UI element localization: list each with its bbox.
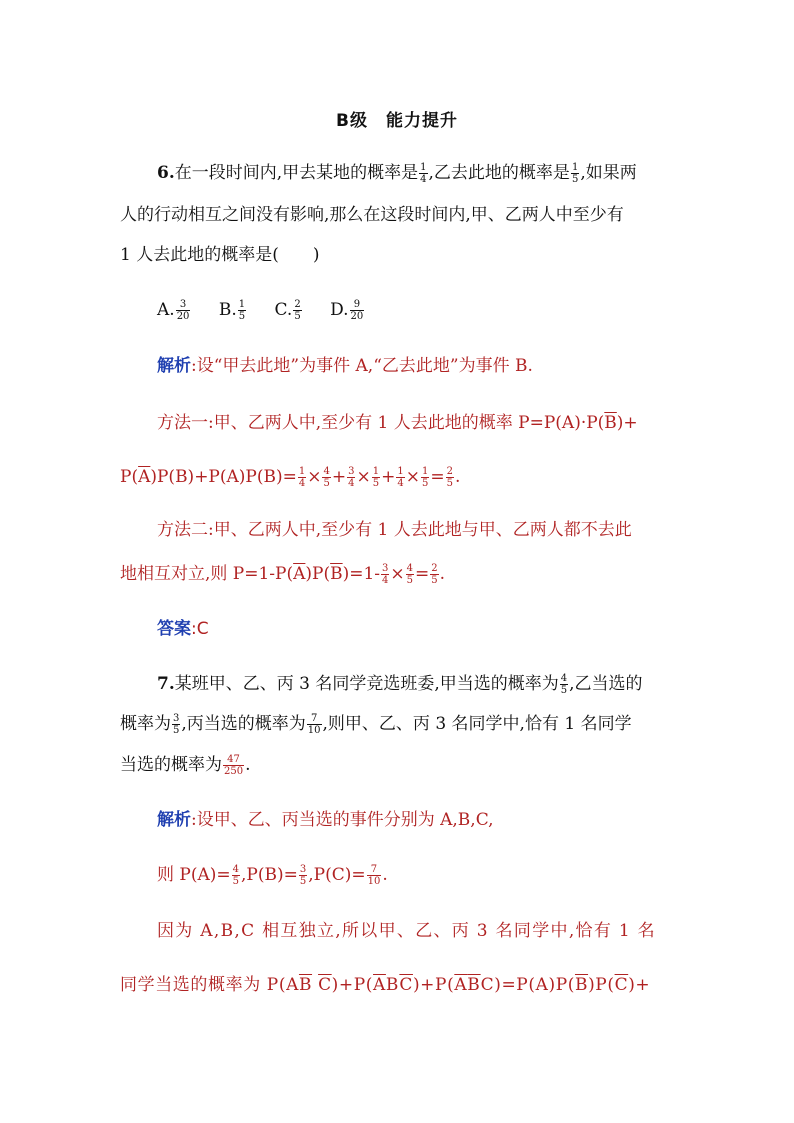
q6-options bbox=[157, 297, 682, 323]
analysis-label: 解析 bbox=[157, 356, 191, 376]
q7-line2: 概率为 $\frac{3}{5}$ ,丙当选的概率为 $\frac{7}{10}$ ,则甲、乙、丙 3 名同学中,恰有 1 名同学 bbox=[120, 713, 632, 736]
q7-probability-expression: 同学当选的概率为 $P(A\overline{B}$ $\overline{C})+P(\overline{A}B\overline{C})+P(\overline{A}\overline{B}C)=P(A)P(\overline{B})P(\overline{C})+$ bbox=[120, 975, 651, 995]
q6-text: ,如果两 bbox=[580, 163, 637, 183]
q6-method2-line2: 地相互对立,则 $P=1-P(\overline{A})P(\overline{B})=1-$ $\frac{3}{4}$ × $\frac{4}{5}$ = $\frac{2}{5}$ . bbox=[120, 563, 446, 586]
q6-line3: 1 人去此地的概率是( ) bbox=[120, 245, 320, 265]
q7-number: 7. bbox=[157, 674, 175, 694]
q7-analysis bbox=[157, 807, 682, 833]
option-d[interactable]: D. $\frac{9}{20}$ bbox=[330, 299, 364, 322]
analysis-label: 解析 bbox=[157, 810, 191, 830]
q6-analysis bbox=[157, 353, 682, 379]
q6-method1-line1: 方法一:甲、乙两人中,至少有 1 人去此地的概率 $P=P(A)\cdot P(\overline{B})+$ bbox=[157, 413, 638, 433]
fraction: $\frac{1}{5}$ bbox=[571, 162, 579, 185]
option-b[interactable]: B. $\frac{1}{5}$ bbox=[218, 299, 246, 322]
q7-then: 则 P(A)= $\frac{4}{5}$ ,P(B)= $\frac{3}{5}$ ,P(C)= $\frac{7}{10}$ . bbox=[157, 864, 388, 887]
fraction: $\frac{1}{4}$ bbox=[420, 162, 427, 185]
analysis-text: :设甲、乙、丙当选的事件分别为 A,B,C, bbox=[191, 810, 494, 830]
q7-line1: 7.某班甲、乙、丙 3 名同学竞选班委,甲当选的概率为 $\frac{4}{5}$ ,乙当选的 bbox=[157, 673, 643, 696]
q6-line1 bbox=[157, 160, 682, 186]
option-a[interactable]: A. $\frac{3}{20}$ bbox=[157, 299, 190, 322]
q6-number: 6. bbox=[157, 163, 175, 183]
q6-line2: 人的行动相互之间没有影响,那么在这段时间内,甲、乙两人中至少有 bbox=[120, 205, 624, 225]
q7-independence: 因为 A,B,C 相互独立,所以甲、乙、丙 3 名同学中,恰有 1 名 bbox=[157, 921, 656, 941]
q6-answer bbox=[157, 616, 682, 642]
section-title: B级 能力提升 bbox=[336, 111, 458, 131]
q6-method2-line1: 方法二:甲、乙两人中,至少有 1 人去此地与甲、乙两人都不去此 bbox=[157, 520, 632, 540]
q6-text: 在一段时间内,甲去某地的概率是 bbox=[174, 163, 419, 183]
answer-label: 答案 bbox=[157, 619, 191, 639]
q6-text: ,乙去此地的概率是 bbox=[428, 163, 570, 183]
q6-method1-line2: $P(\overline{A})P(B)+P(A)P(B)=$ $\frac{1}{4}$ × $\frac{4}{5}$ + $\frac{3}{4}$ × $\frac{1}{5}$ + $\frac{1}{4}$ × $\frac{1}{5}$ = $\frac{2}{5}$ . bbox=[120, 466, 461, 489]
answer-text: :C bbox=[191, 619, 209, 639]
option-c[interactable]: C. $\frac{2}{5}$ bbox=[274, 299, 301, 322]
q7-line3: 当选的概率为 $\frac{47}{250}$ . bbox=[120, 754, 251, 777]
analysis-text: :设“甲去此地”为事件 A,“乙去此地”为事件 B. bbox=[191, 356, 533, 376]
